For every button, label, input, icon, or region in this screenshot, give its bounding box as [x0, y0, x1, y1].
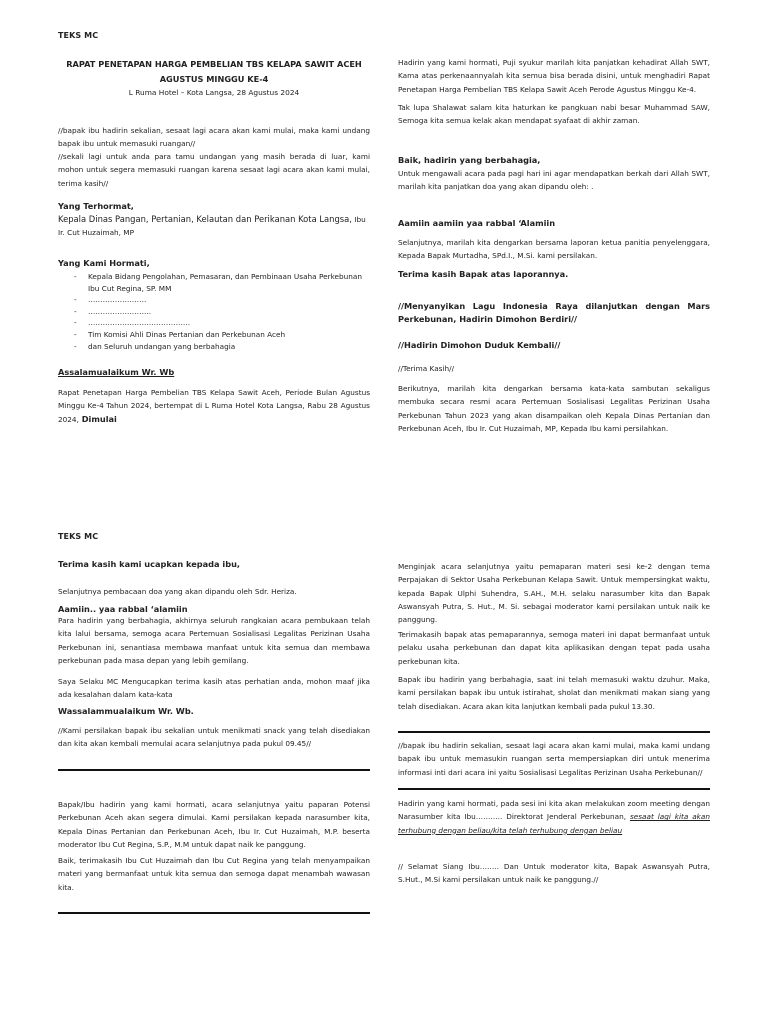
zoom-connection-text: sesaat lagi kita akan terhubung dengan beliau/kita telah terhubung dengan beliau	[398, 812, 710, 835]
document-page-2	[0, 512, 768, 1024]
opening-dimulai: Dimulai	[78, 413, 117, 424]
thanks-heading: Terima kasih kami ucapkan kepada ibu,	[58, 559, 241, 569]
guest-item: - Tim Komisi Ahli Dinas Pertanian dan Perkebunan Aceh	[58, 329, 370, 341]
amin-line: Aamiin aamiin yaa rabbal ‘Alamiin	[398, 218, 556, 228]
shalawat-paragraph: Tak lupa Shalawat salam kita haturkan ke pangkuan nabi besar Muhammad SAW, Semoga kita semua kelak akan mendapat syafaat di akhir zaman.	[398, 103, 710, 126]
speech-invitation: Berikutnya, marilah kita dengarkan bersama kata-kata sambutan sekaligus membuka secara resmi acara Pertemuan Sosialisasi Legalitas Perizinan Usaha Perkebunan Tahun 2023 yang akan disampaikan oleh Kepala Dinas Pertanian dan Perkebunan Aceh, Ibu Ir. Cut Huzaimah, MP, Kepada Ibu kami persilahkan.	[398, 384, 710, 433]
document-subtitle: L Ruma Hotel – Kota Langsa, 28 Agustus 2024	[128, 88, 300, 97]
doa-intro: Untuk mengawali acara pada pagi hari ini agar mendapatkan berkah dari Allah SWT, marilah kita panjatkan doa yang akan dipandu oleh: .	[398, 169, 710, 192]
guest-item: - ……………………	[58, 294, 370, 306]
opening-text: Rapat Penetapan Harga Pembelian TBS Kelapa Sawit Aceh, Periode Bulan Agustus Minggu Ke-4 Tahun 2024, bertempat di L Ruma Hotel Kota Langsa, Rabu 28 Agustus 2024,	[58, 388, 370, 424]
doa-next: Selanjutnya pembacaan doa yang akan dipandu oleh Sdr. Heriza.	[58, 587, 297, 596]
snack-note: //Kami persilakan bapak ibu sekalian untuk menikmati snack yang telah disediakan dan kita akan kembali memulai acara selanjutnya pada pukul 09.45//	[58, 726, 370, 749]
honor-heading: Yang Terhormat,	[58, 201, 134, 211]
section-divider	[58, 912, 370, 914]
session2-invitation: Menginjak acara selanjutnya yaitu pemaparan materi sesi ke-2 dengan tema Perpajakan di Sektor Usaha Perkebunan Kelapa Sawit. Untuk mempersingkat waktu, kepada Bapak Ulphi Suhendra, S.AH., M.H. selaku narasumber kita dan Bapak Aswansyah Putra, S. Hut., M. Si. sebagai moderator kami persilakan untuk naik ke panggung.	[398, 562, 710, 625]
guest-list	[58, 271, 370, 352]
section-divider	[398, 788, 710, 790]
guest-item: - dan Seluruh undangan yang berbahagia	[58, 341, 370, 353]
greeting-moderator: // Selamat Siang Ibu…….. Dan Untuk moderator kita, Bapak Aswansyah Putra, S.Hut., M.Si kami persilakan untuk naik ke panggung.//	[398, 862, 710, 885]
session1-invitation: Bapak/Ibu hadirin yang kami hormati, acara selanjutnya yaitu paparan Potensi Perkebunan Aceh akan segera dimulai. Kami persilakan kepada narasumber kita, Kepala Dinas Pertanian dan Perkebunan Aceh, Ibu Ir. Cut Huzaimah, M.P. beserta moderator Ibu Cut Regina, S.P., M.M untuk dapat naik ke panggung.	[58, 800, 370, 849]
welcome-paragraph: Hadirin yang kami hormati, Puji syukur marilah kita panjatkan kehadirat Allah SWT, Kama atas perkenaannyalah kita semua bisa berada disini, untuk menghadiri Rapat Penetapan Harga Pembelian TBS Kelapa Sawit Aceh Perode Agustus Minggu Ke-4.	[398, 58, 710, 94]
amin-line: Aamiin.. yaa rabbal ‘alamiin	[58, 604, 188, 614]
document-title-line2: AGUSTUS MINGGU KE-4	[159, 74, 269, 84]
salam-greeting: Assalamualaikum Wr. Wb	[58, 367, 175, 377]
anthem-instruction: //Menyanyikan Lagu Indonesia Raya dilanjutkan dengan Mars Perkebunan, Hadirin Dimohon Berdiri//	[398, 301, 710, 324]
session1-thanks: Baik, terimakasih Ibu Cut Huzaimah dan Ibu Cut Regina yang telah menyampaikan materi yang bermanfaat untuk kita semua dan semoga dapat menambah wawasan kita.	[58, 856, 370, 892]
guest-item: - Kepala Bidang Pengolahan, Pemasaran, dan Pembinaan Usaha Perkebunan Ibu Cut Regina, SP. MM	[58, 271, 370, 294]
honor-recipient-title: Kepala Dinas Pangan, Pertanian, Kelautan dan Perikanan Kota Langsa,	[58, 214, 352, 224]
guests-heading: Yang Kami Hormati,	[58, 258, 150, 268]
section-divider	[398, 731, 710, 733]
doa-heading: Baik, hadirin yang berbahagia,	[398, 155, 541, 165]
apology-paragraph: Saya Selaku MC Mengucapkan terima kasih atas perhatian anda, mohon maaf jika ada kesalahan dalam kata-kata	[58, 677, 370, 700]
guest-item: - ……………………………………	[58, 317, 370, 329]
honor-recipient	[58, 213, 370, 240]
opening-statement	[58, 386, 370, 426]
zoom-announcement	[398, 797, 710, 837]
teks-mc-header: TEKS MC	[58, 532, 99, 541]
document-title-line1: RAPAT PENETAPAN HARGA PEMBELIAN TBS KELAPA SAWIT ACEH	[66, 59, 362, 69]
report-thanks: Terima kasih Bapak atas laporannya.	[398, 269, 569, 279]
honor-recipient-name: Ibu Ir. Cut Huzaimah, MP	[58, 215, 366, 238]
section-divider	[58, 769, 370, 771]
stage-note-invite: //bapak ibu hadirin sekalian, sesaat lagi acara akan kami mulai, maka kami undang bapak ibu untuk memasuki ruangan//	[58, 126, 370, 149]
zoom-text: Hadirin yang kami hormati, pada sesi ini kita akan melakukan zoom meeting dengan Narasumber kita Ibu……….. Direktorat Jenderal Perkebunan,	[398, 799, 710, 822]
sit-instruction: //Hadirin Dimohon Duduk Kembali//	[398, 340, 561, 350]
break-announcement: Bapak ibu hadirin yang berbahagia, saat ini telah memasuki waktu dzuhur. Maka, kami persilakan bapak ibu untuk istirahat, sholat dan menikmati makan siang yang telah disediakan. Acara akan kita lanjutkan kembali pada pukul 13.30.	[398, 675, 710, 711]
report-invitation: Selanjutnya, marilah kita dengarkan bersama laporan ketua panitia penyelenggara, Kepada Bapak Murtadha, SPd.I., M.Si. kami persilakan.	[398, 238, 710, 261]
teks-mc-header: TEKS MC	[58, 31, 99, 40]
closing-paragraph: Para hadirin yang berbahagia, akhirnya seluruh rangkaian acara pembukaan telah kita lalui bersama, semoga acara Pertemuan Sosialisasi Legalitas Perizinan Usaha Perkebunan ini, senantiasa membawa manfaat untuk kita semua dan membawa perkebunan pada masa depan yang lebih gemilang.	[58, 616, 370, 665]
stage-note-reminder: //sekali lagi untuk anda para tamu undangan yang masih berada di luar, kami mohon untuk segera memasuki ruangan karena sesaat lagi acara akan kami mulai, terima kasih//	[58, 152, 370, 188]
thanks-note: //Terima Kasih//	[398, 364, 455, 373]
resume-note: //bapak ibu hadirin sekalian, sesaat lagi acara akan kami mulai, maka kami undang bapak ibu untuk memasukin ruangan serta mempersiapkan diri untuk menerima informasi inti dari acara ini yaitu Sosialisasi Legalitas Perizinan Usaha Perkebunan//	[398, 741, 710, 777]
wassalam-greeting: Wassalammualaikum Wr. Wb.	[58, 706, 194, 716]
guest-item: - ……………………..	[58, 306, 370, 318]
session2-thanks: Terimakasih bapak atas pemaparannya, semoga materi ini dapat bermanfaat untuk pelaku usaha perkebunan dan dapat kita aplikasikan dengan tepat pada usaha perkebunan kita.	[398, 630, 710, 666]
